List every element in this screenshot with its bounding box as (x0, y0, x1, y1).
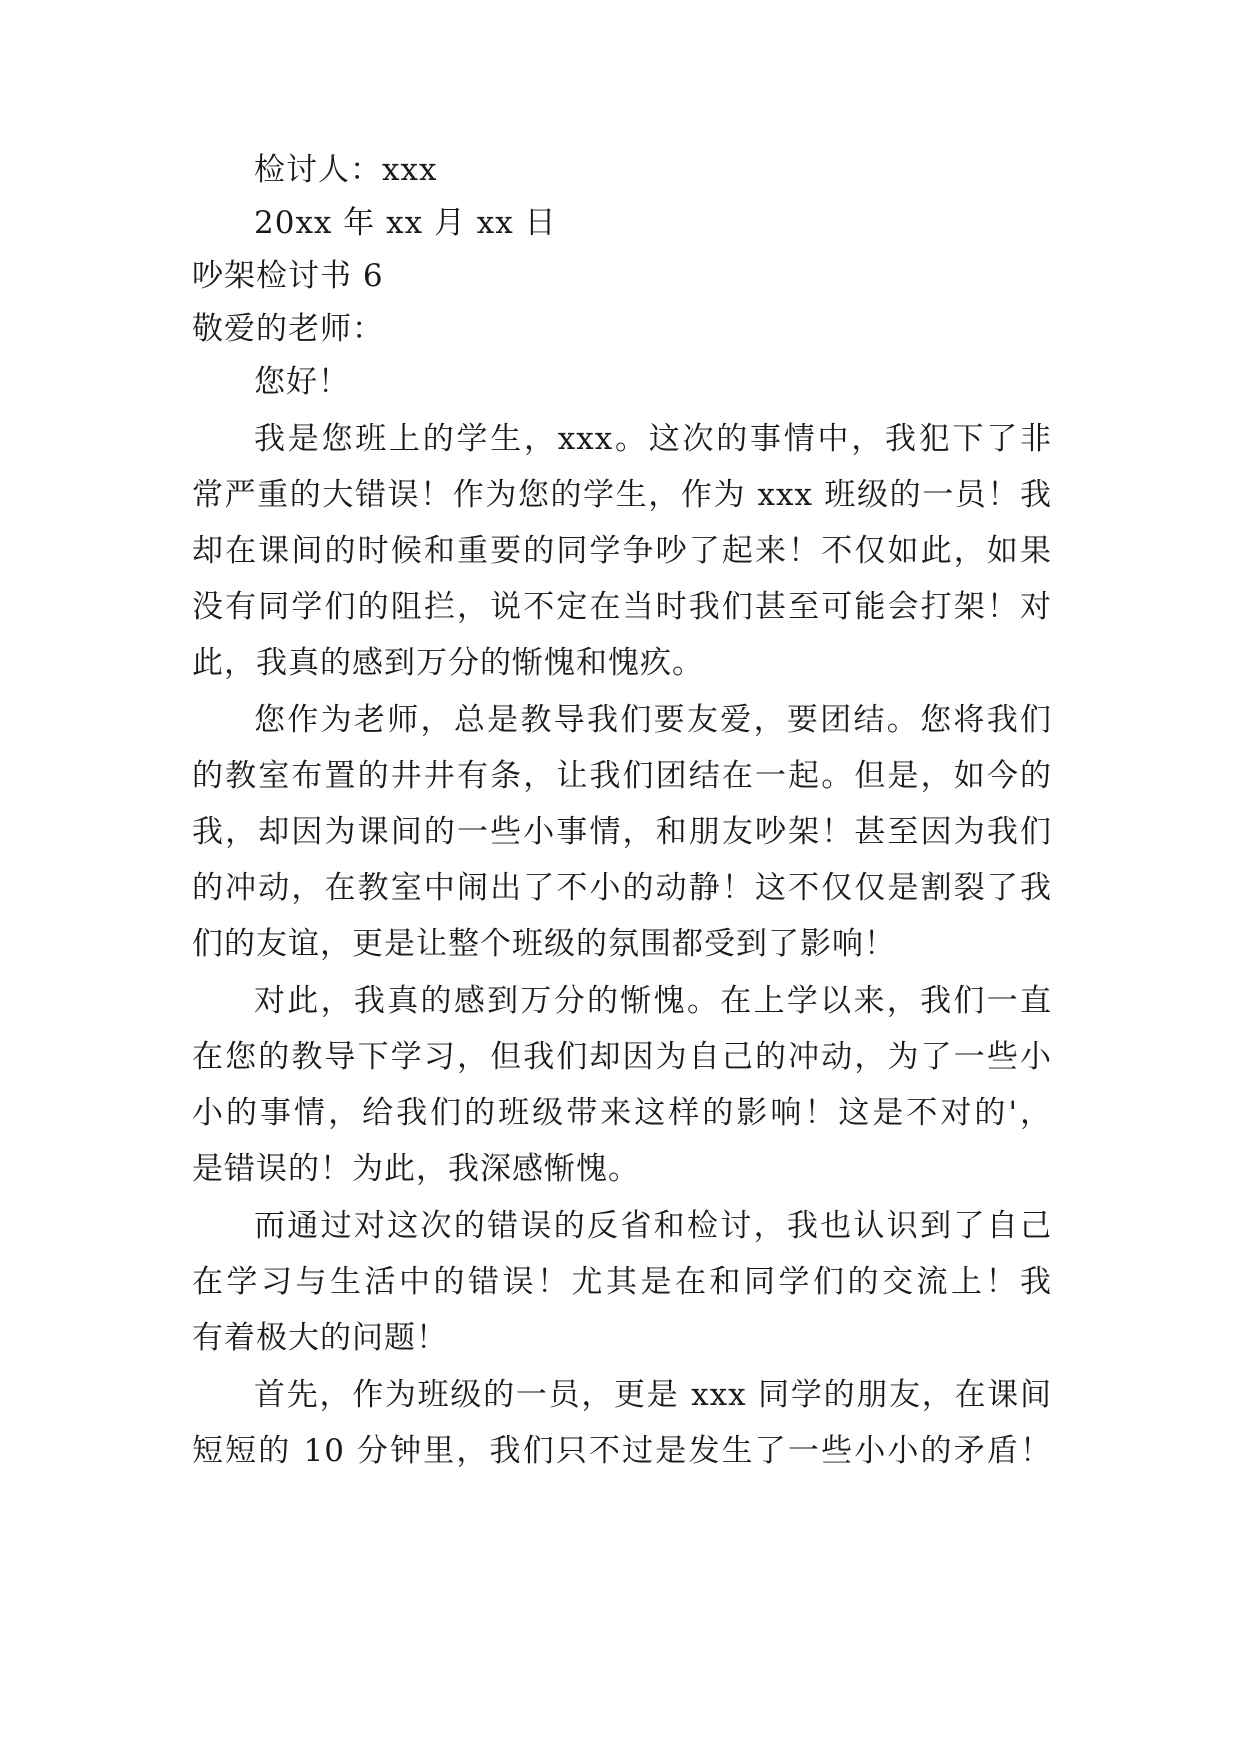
salutation: 敬爱的老师： (192, 311, 384, 347)
paragraph-1-line-5: 此，我真的感到万分的惭愧和愧疚。 (192, 645, 704, 681)
paragraph-2-line-2: 的教室布置的井井有条，让我们团结在一起。但是，如今的 (192, 758, 1052, 794)
paragraph-2-line-1: 您作为老师，总是教导我们要友爱，要团结。您将我们 (254, 702, 1052, 738)
greeting: 您好！ (254, 364, 350, 400)
signature-line: 检讨人：xxx (254, 152, 438, 188)
paragraph-4-line-3: 有着极大的问题！ (192, 1320, 448, 1356)
paragraph-3-line-2: 在您的教导下学习，但我们却因为自己的冲动，为了一些小 (192, 1039, 1052, 1075)
paragraph-1-line-2: 常严重的大错误！作为您的学生，作为 xxx 班级的一员！我 (192, 477, 1052, 513)
paragraph-1-line-1: 我是您班上的学生，xxx。这次的事情中，我犯下了非 (254, 421, 1052, 457)
paragraph-2-line-4: 的冲动，在教室中闹出了不小的动静！这不仅仅是割裂了我 (192, 870, 1052, 906)
paragraph-2-line-3: 我，却因为课间的一些小事情，和朋友吵架！甚至因为我们 (192, 814, 1052, 850)
paragraph-5-line-1: 首先，作为班级的一员，更是 xxx 同学的朋友，在课间 (254, 1377, 1052, 1413)
paragraph-5-line-2: 短短的 10 分钟里，我们只不过是发生了一些小小的矛盾！ (192, 1433, 1052, 1469)
paragraph-3-line-4: 是错误的！为此，我深感惭愧。 (192, 1151, 640, 1187)
paragraph-1-line-3: 却在课间的时候和重要的同学争吵了起来！不仅如此，如果 (192, 533, 1052, 569)
paragraph-4-line-2: 在学习与生活中的错误！尤其是在和同学们的交流上！我 (192, 1264, 1052, 1300)
paragraph-2-line-5: 们的友谊，更是让整个班级的氛围都受到了影响！ (192, 926, 896, 962)
paragraph-4-line-1: 而通过对这次的错误的反省和检讨，我也认识到了自己 (254, 1208, 1052, 1244)
date-line: 20xx 年 xx 月 xx 日 (254, 205, 557, 241)
paragraph-3-line-1: 对此，我真的感到万分的惭愧。在上学以来，我们一直 (254, 983, 1052, 1019)
document-title: 吵架检讨书 6 (192, 258, 384, 294)
paragraph-3-line-3: 小的事情，给我们的班级带来这样的影响！这是不对的'， (192, 1095, 1052, 1131)
paragraph-1-line-4: 没有同学们的阻拦，说不定在当时我们甚至可能会打架！对 (192, 589, 1052, 625)
